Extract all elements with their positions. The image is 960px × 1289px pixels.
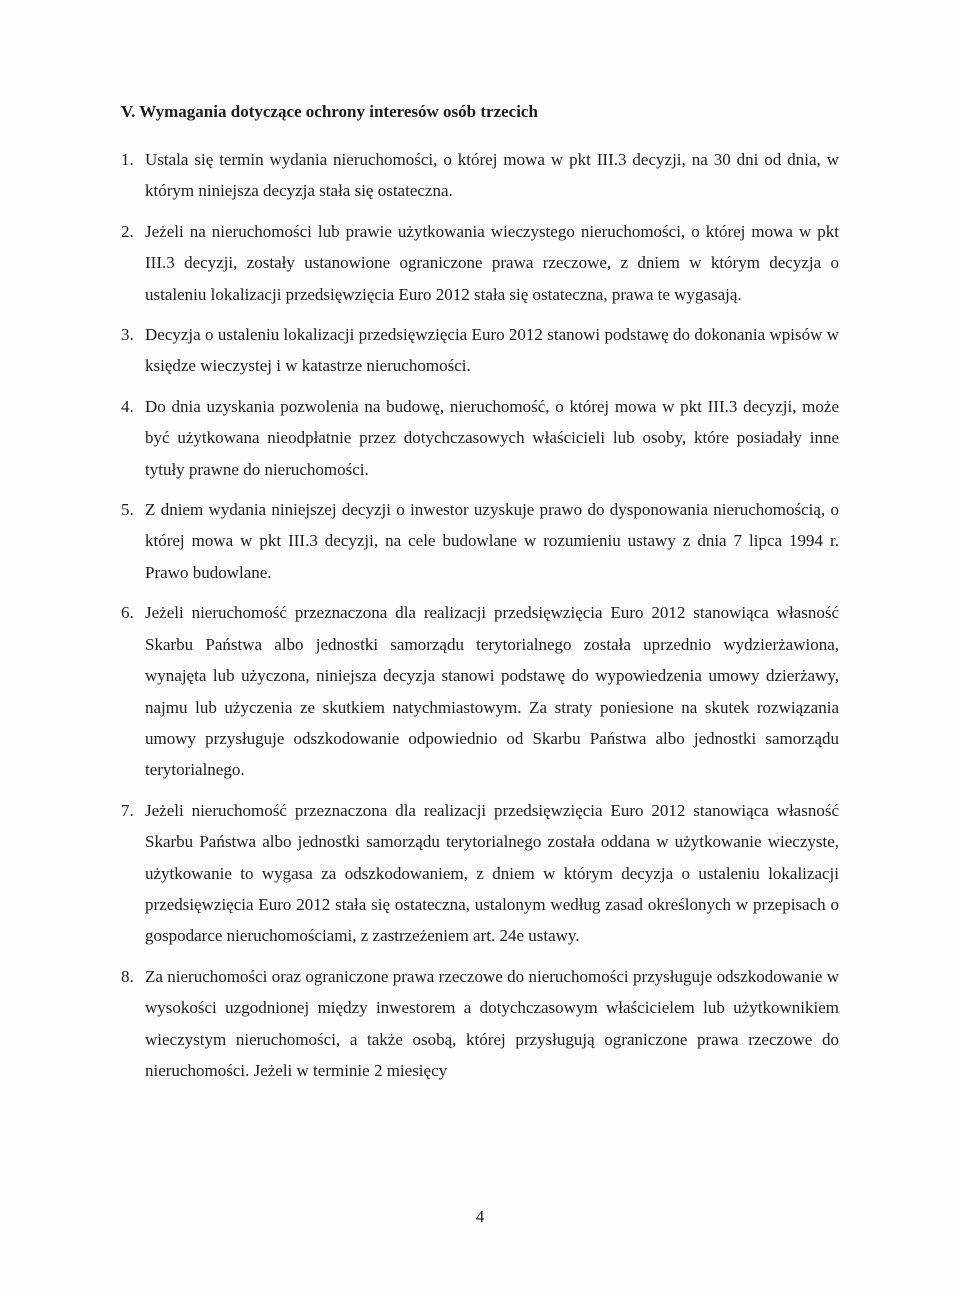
item-text: Ustala się termin wydania nieruchomości, o której mowa w pkt III.3 decyzji, na 30 dni od dnia, w którym niniejsza decyzja stała się ostateczna. — [145, 150, 839, 201]
item-number: 2. — [121, 221, 134, 241]
item-number: 3. — [121, 325, 134, 345]
item-number: 5. — [121, 500, 134, 520]
list-item — [121, 319, 839, 382]
item-text: Jeżeli nieruchomość przeznaczona dla realizacji przedsięwzięcia Euro 2012 stanowiąca własność Skarbu Państwa albo jednostki samorządu terytorialnego została oddana w użytkowanie wieczyste, użytkowanie to wygasa za odszkodowaniem, z dniem w którym decyzja o ustaleniu lokalizacji przedsięwzięcia Euro 2012 stała się ostateczna, ustalonym według zasad określonych w przepisach o gospodarce nieruchomościami, z zastrzeżeniem art. 24e ustawy. — [145, 800, 839, 946]
item-number: 8. — [121, 966, 134, 986]
list-item — [121, 494, 839, 588]
item-number: 1. — [121, 150, 134, 169]
item-text: Decyzja o ustaleniu lokalizacji przedsięwzięcia Euro 2012 stanowi podstawę do dokonania wpisów w księdze wieczystej i w katastrze nieruchomości. — [145, 325, 839, 376]
list-item — [121, 961, 839, 1087]
item-text: Z dniem wydania niniejszej decyzji o inwestor uzyskuje prawo do dysponowania nieruchomością, o której mowa w pkt III.3 decyzji, na cele budowlane w rozumieniu ustawy z dnia 7 lipca 1994 r. Prawo budowlane. — [145, 500, 839, 582]
list-item — [121, 144, 839, 207]
item-text: Jeżeli nieruchomość przeznaczona dla realizacji przedsięwzięcia Euro 2012 stanowiąca własność Skarbu Państwa albo jednostki samorządu terytorialnego została uprzednio wydzierżawiona, wynajęta lub użyczona, niniejsza decyzja stanowi podstawę do wypowiedzenia umowy dzierżawy, najmu lub użyczenia ze skutkiem natychmiastowym. Za straty poniesione na skutek rozwiązania umowy przysługuje odszkodowanie odpowiednio od Skarbu Państwa albo jednostki samorządu terytorialnego. — [145, 603, 839, 780]
page-number: 4 — [475, 1207, 485, 1226]
item-number: 7. — [121, 800, 134, 820]
item-number: 6. — [121, 603, 134, 623]
list-item — [121, 795, 839, 952]
item-text: Jeżeli na nieruchomości lub prawie użytkowania wieczystego nieruchomości, o której mowa w pkt III.3 decyzji, zostały ustanowione ograniczone prawa rzeczowe, z dniem w którym decyzja o ustaleniu lokalizacji przedsięwzięcia Euro 2012 stała się ostateczna, prawa te wygasają. — [145, 221, 839, 304]
list-item — [121, 597, 839, 785]
item-text: Za nieruchomości oraz ograniczone prawa rzeczowe do nieruchomości przysługuje odszkodowanie w wysokości uzgodnionej między inwestorem a dotychczasowym właścicielem lub użytkownikiem wieczystym nieruchomości, a także osobą, której przysługują ograniczone prawa rzeczowe do nieruchomości. Jeżeli w terminie 2 miesięcy — [145, 966, 839, 1080]
item-text: Do dnia uzyskania pozwolenia na budowę, nieruchomość, o której mowa w pkt III.3 decyzji, może być użytkowana nieodpłatnie przez dotychczasowych właścicieli lub osoby, które posiadały inne tytuły prawne do nieruchomości. — [145, 396, 839, 479]
list-item — [121, 216, 839, 310]
section-heading: V. Wymagania dotyczące ochrony interesów osób trzecich — [121, 102, 538, 121]
requirements-list — [121, 144, 839, 1086]
item-number: 4. — [121, 396, 134, 416]
list-item — [121, 391, 839, 485]
